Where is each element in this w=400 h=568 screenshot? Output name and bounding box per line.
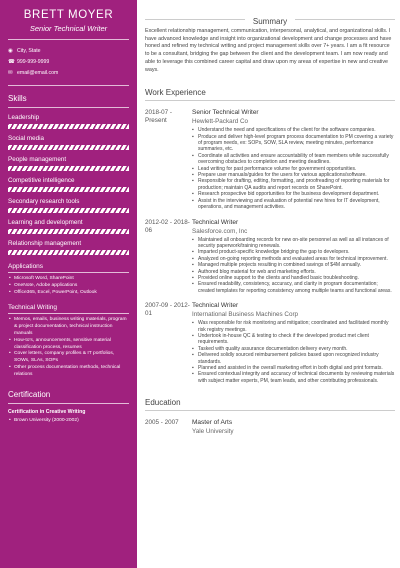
skill-label: Competitive intelligence [8, 177, 75, 184]
applications-list [8, 276, 129, 296]
tech-writing-heading: Technical Writing [8, 304, 58, 312]
job-body [192, 219, 395, 295]
job-bullet: ▪ Analyzed on-going reporting methods and evaluated areas for technical improvement. [198, 256, 395, 262]
contact-block [8, 46, 129, 79]
skill-label: Learning and development [8, 219, 83, 226]
job-bullet: ▪ Lead writing for past performance volume for government opportunities. [198, 166, 395, 172]
job-body [192, 302, 395, 384]
tech-writing-item: • How-to's, announcements, sensitive material classification process, resumes [14, 338, 129, 352]
job-role: Senior Technical Writer [192, 109, 259, 117]
job-company: Salesforce.com, Inc [192, 227, 248, 235]
job-body [192, 109, 395, 210]
certification-list [8, 418, 129, 425]
job-bullet: ▪ Authored blog material for web and marketing efforts. [198, 269, 395, 275]
contact-email-text: email@email.com [17, 70, 59, 76]
job-bullet: ▪ Research prospective bid opportunities for the business development department. [198, 191, 395, 197]
application-item: • Microsoft Word, SharePoint [14, 276, 129, 283]
divider [8, 403, 129, 404]
tech-writing-list [8, 317, 129, 378]
job-bullet: ▪ Produce and deliver high-level program process documentation to PM covering a variety of program needs, ex: SOPs, SOW, SLA review, meeting minutes, performance summaries, etc. [198, 134, 395, 153]
job-bullet: ▪ Understand the need and specifications of the client for the software companies. [198, 127, 395, 133]
skill-level-bar [8, 124, 129, 129]
skill-level-bar [8, 166, 129, 171]
contact-phone [8, 57, 129, 68]
job-entry [145, 109, 395, 210]
skill-item [8, 135, 129, 150]
skill-level-bar [8, 208, 129, 213]
contact-email [8, 68, 129, 79]
job-bullet: ▪ Managed multiple projects resulting in combined savings of $4M annually. [198, 262, 395, 268]
job-bullet: ▪ Planned and assisted in the overall marketing effort in both digital and print formats. [198, 365, 395, 371]
job-bullet: ▪ Ensured readability, consistency, accuracy, and clarity in program documentation; created templates for reporting consistency among multiple teams and functional areas. [198, 281, 395, 294]
job-bullet: ▪ Responsible for drafting, editing, formatting, and proofreading of reporting materials for production; maintain QA audits and report records on SharePoint. [198, 178, 395, 191]
application-item: • OneNote, Adobe applications [14, 283, 129, 290]
certification-heading: Certification [8, 389, 51, 399]
job-bullet: ▪ Prepare user manuals/guides for the users for various applications/software. [198, 172, 395, 178]
job-entry [145, 302, 395, 384]
education-entry [145, 419, 395, 436]
skill-level-bar [8, 145, 129, 150]
skills-list [8, 114, 129, 255]
job-bullet: ▪ Tasked with quality assurance documentation delivery every month. [198, 346, 395, 352]
skill-label: Secondary research tools [8, 198, 80, 205]
skill-item [8, 240, 129, 255]
tech-writing-item: • Memos, emails, business writing materials, program & project documentation, technical instruction manuals [14, 317, 129, 337]
skill-level-bar [8, 250, 129, 255]
skill-level-bar [8, 187, 129, 192]
application-item: • Office365, Excel, PowerPoint, Outlook [14, 290, 129, 297]
education-school: Yale University [192, 428, 234, 436]
job-company: Hewlett-Packard Co [192, 118, 248, 126]
skill-label: Relationship management [8, 240, 82, 247]
job-entry [145, 219, 395, 295]
job-date: 2007-09 - 2012-01 [145, 302, 190, 318]
job-date: 2012-02 - 2018-06 [145, 218, 190, 234]
divider [8, 272, 129, 273]
education-body [192, 419, 395, 436]
job-bullet: ▪ Assist in the interviewing and evaluation of potential new hires for IT development, operations, and management activities. [198, 198, 395, 211]
job-bullets [192, 237, 395, 295]
divider [8, 85, 129, 86]
location-pin-icon: ◉ [8, 48, 13, 54]
summary-heading: Summary [245, 17, 295, 26]
candidate-title: Senior Technical Writer [29, 24, 108, 33]
certification-title: Certification in Creative Writing [8, 408, 86, 415]
job-bullet: ▪ Coordinate all activities and ensure accountability of team members while successfully overcoming obstacles to completion and meeting deadlines. [198, 153, 395, 166]
jobs-list [145, 109, 395, 384]
contact-location [8, 46, 129, 57]
certification-item: • Brown University (2000-2002) [14, 418, 129, 425]
summary-text: Excellent relationship management, communication, interpersonal, analytical, and organizational skills. I have advanced knowledge and insight into organizational development and change processes and have honed and refined my technical writing and project management skills over 7+ years. I am a fit resource to be a consultant, bridging the gap between the client and the development team. I am now ready and able to leverage this combined career capital and draw upon my areas of expertise in new and creative ways. [145, 28, 392, 73]
applications-heading: Applications [8, 263, 44, 270]
skill-item [8, 156, 129, 171]
skill-label: Social media [8, 135, 45, 142]
job-bullet: ▪ Delivered solidly sourced reimbursement policies based upon recognized industry standards. [198, 352, 395, 365]
education-degree: Master of Arts [192, 419, 233, 427]
main-content [145, 0, 395, 436]
experience-heading: Work Experience [145, 88, 395, 101]
skill-item [8, 177, 129, 192]
skill-item [8, 219, 129, 234]
job-bullet: ▪ Was responsible for risk monitoring and mitigation; coordinated and facilitated monthly risk registry meetings. [198, 320, 395, 333]
divider [8, 313, 129, 314]
skill-level-bar [8, 229, 129, 234]
contact-phone-text: 999-999-9999 [17, 59, 50, 65]
job-bullet: ▪ Imparted product-specific knowledge bridging the gap to developers. [198, 249, 395, 255]
skills-heading: Skills [8, 94, 27, 103]
job-bullet: ▪ Ensured contextual integrity and accuracy of technical documents by reviewing materials with subject matter experts, PM, team leads, and other contributing professionals. [198, 371, 395, 384]
tech-writing-item: • Other process documentation methods, technical relations [14, 365, 129, 379]
email-icon: ✉ [8, 70, 13, 76]
candidate-name: BRETT MOYER [23, 9, 114, 21]
job-bullets [192, 320, 395, 384]
divider [8, 107, 129, 108]
summary-header [145, 14, 395, 26]
sidebar [0, 0, 137, 568]
education-heading: Education [145, 398, 395, 411]
job-date: 2018-07 - Present [145, 109, 172, 125]
education-list [145, 419, 395, 436]
job-role: Technical Writer [192, 218, 239, 226]
skill-item [8, 114, 129, 129]
job-role: Technical Writer [192, 302, 239, 310]
contact-location-text: City, State [17, 48, 41, 54]
job-bullet: ▪ Maintained all onboarding records for new on-site personnel as well as all instances of security paperwork/training renewals. [198, 237, 395, 250]
tech-writing-item: • Cover letters, company profiles & IT portfolios, SOWs, SLAs, SOPs [14, 351, 129, 365]
skill-label: People management [8, 156, 67, 163]
job-bullet: ▪ Undertook in-house QC & testing to check if the developed product met client requirements. [198, 333, 395, 346]
phone-icon: ☎ [8, 59, 15, 65]
divider [8, 39, 129, 40]
job-company: International Business Machines Corp [192, 311, 299, 319]
job-bullets [192, 127, 395, 210]
job-bullet: ▪ Provided online support to the clients and handled basic troubleshooting. [198, 275, 395, 281]
skill-label: Leadership [8, 114, 40, 121]
skill-item [8, 198, 129, 213]
education-date: 2005 - 2007 [145, 419, 179, 427]
